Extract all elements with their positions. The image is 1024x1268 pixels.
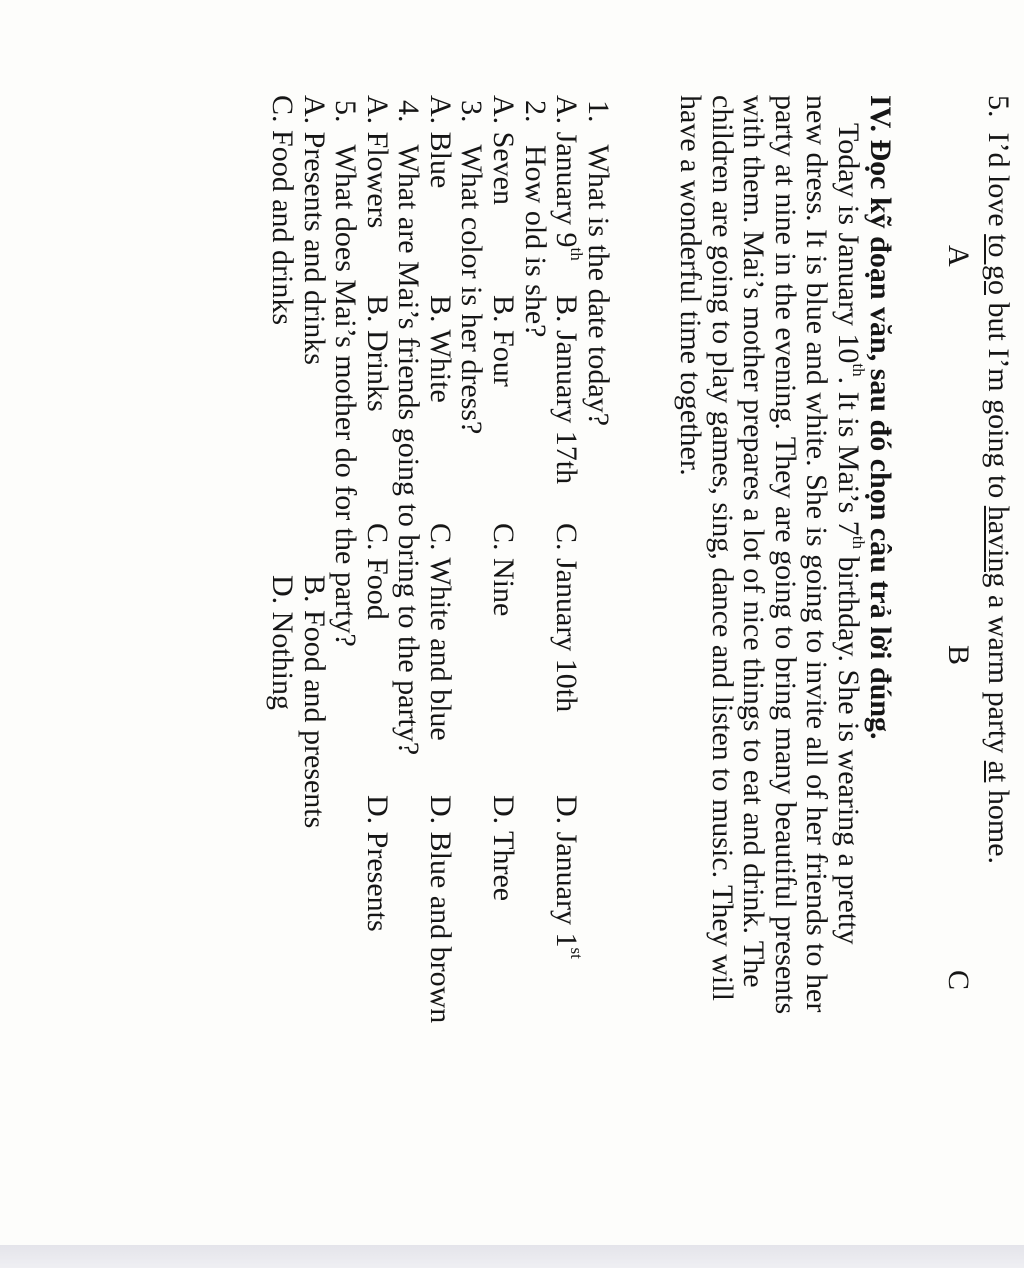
option-4c[interactable]: C. Food <box>361 523 394 620</box>
option-3c[interactable]: C. White and blue <box>424 523 457 741</box>
question-number: 5. <box>329 100 362 123</box>
label-b: B <box>942 645 975 666</box>
passage-text: birthday. She is wearing a pretty <box>832 549 865 945</box>
question-text: What are Mai’s friends going to bring to the party? <box>392 144 425 756</box>
prev-question-text-end: home. <box>982 782 1015 865</box>
passage-text: . It is Mai’s 7 <box>832 376 865 536</box>
question-1 <box>583 100 613 426</box>
prev-question-text-mid: but I’m going to <box>982 294 1015 506</box>
superscript: th <box>849 363 868 377</box>
option-1a[interactable]: A. January 9th <box>550 95 586 261</box>
passage-line-2: new dress. It is blue and white. She is going to invite all of her friends to her <box>800 95 833 1013</box>
question-number: 2. <box>519 100 552 123</box>
question-5 <box>330 100 360 647</box>
underlined-a: to go <box>982 234 1015 295</box>
bottom-edge <box>0 1245 1024 1268</box>
question-2 <box>520 100 550 337</box>
section-heading: IV. Đọc kỹ đoạn văn, sau đó chọn câu trả lời đúng. <box>864 95 897 740</box>
prev-question-text-mid2: a warm party <box>982 587 1015 761</box>
option-5a[interactable]: A. Presents and drinks <box>298 95 331 365</box>
option-1d[interactable]: D. January 1st <box>550 795 586 959</box>
option-2c[interactable]: C. Nine <box>487 523 520 617</box>
superscript: st <box>567 947 586 959</box>
option-3b[interactable]: B. White <box>424 295 457 403</box>
passage-line-6: have a wonderful time together. <box>674 95 707 476</box>
question-number: 4. <box>392 100 425 123</box>
option-4a[interactable]: A. Flowers <box>361 95 394 229</box>
passage-line-5: children are going to play games, sing, dance and listen to music. They will <box>706 95 739 1001</box>
superscript: th <box>849 535 868 549</box>
option-2d[interactable]: D. Three <box>487 795 520 902</box>
option-5b[interactable]: B. Food and presents <box>298 575 331 829</box>
question-text: What is the date today? <box>582 144 615 427</box>
option-1b[interactable]: B. January 17th <box>550 295 583 485</box>
passage-line-1 <box>832 123 868 945</box>
passage-text: Today is January 10 <box>832 123 865 364</box>
prev-question-text-start: I’d love <box>982 132 1015 235</box>
underlined-c: at <box>982 760 1015 783</box>
question-4 <box>393 100 423 755</box>
worksheet <box>18 95 1018 1235</box>
passage-line-4: with them. Mai’s mother prepares a lot of nice things to eat and drink. The <box>737 95 770 988</box>
label-c: C <box>942 970 975 991</box>
option-3d[interactable]: D. Blue and brown <box>424 795 457 1024</box>
option-4b[interactable]: B. Drinks <box>361 295 394 412</box>
question-number: 3. <box>455 100 488 123</box>
passage-line-3: party at nine in the evening. They are going to bring many beautiful presents <box>769 95 802 1015</box>
question-text: What does Mai’s mother do for the party? <box>329 144 362 647</box>
option-5d[interactable]: D. Nothing <box>266 575 299 710</box>
option-2a[interactable]: A. Seven <box>487 95 520 205</box>
question-number: 1. <box>582 100 615 123</box>
prev-question-number: 5. <box>982 95 1015 118</box>
option-5c[interactable]: C. Food and drinks <box>266 95 299 326</box>
option-3a[interactable]: A. Blue <box>424 95 457 189</box>
question-text: How old is she? <box>519 145 552 338</box>
label-a: A <box>942 245 975 267</box>
question-text: What color is her dress? <box>455 144 488 435</box>
underlined-b: having <box>982 505 1015 588</box>
superscript: th <box>567 247 586 261</box>
question-3 <box>456 100 486 434</box>
option-4d[interactable]: D. Presents <box>361 795 394 932</box>
option-2b[interactable]: B. Four <box>487 295 520 387</box>
option-1c[interactable]: C. January 10th <box>550 523 583 713</box>
prev-question-5 <box>983 95 1013 864</box>
